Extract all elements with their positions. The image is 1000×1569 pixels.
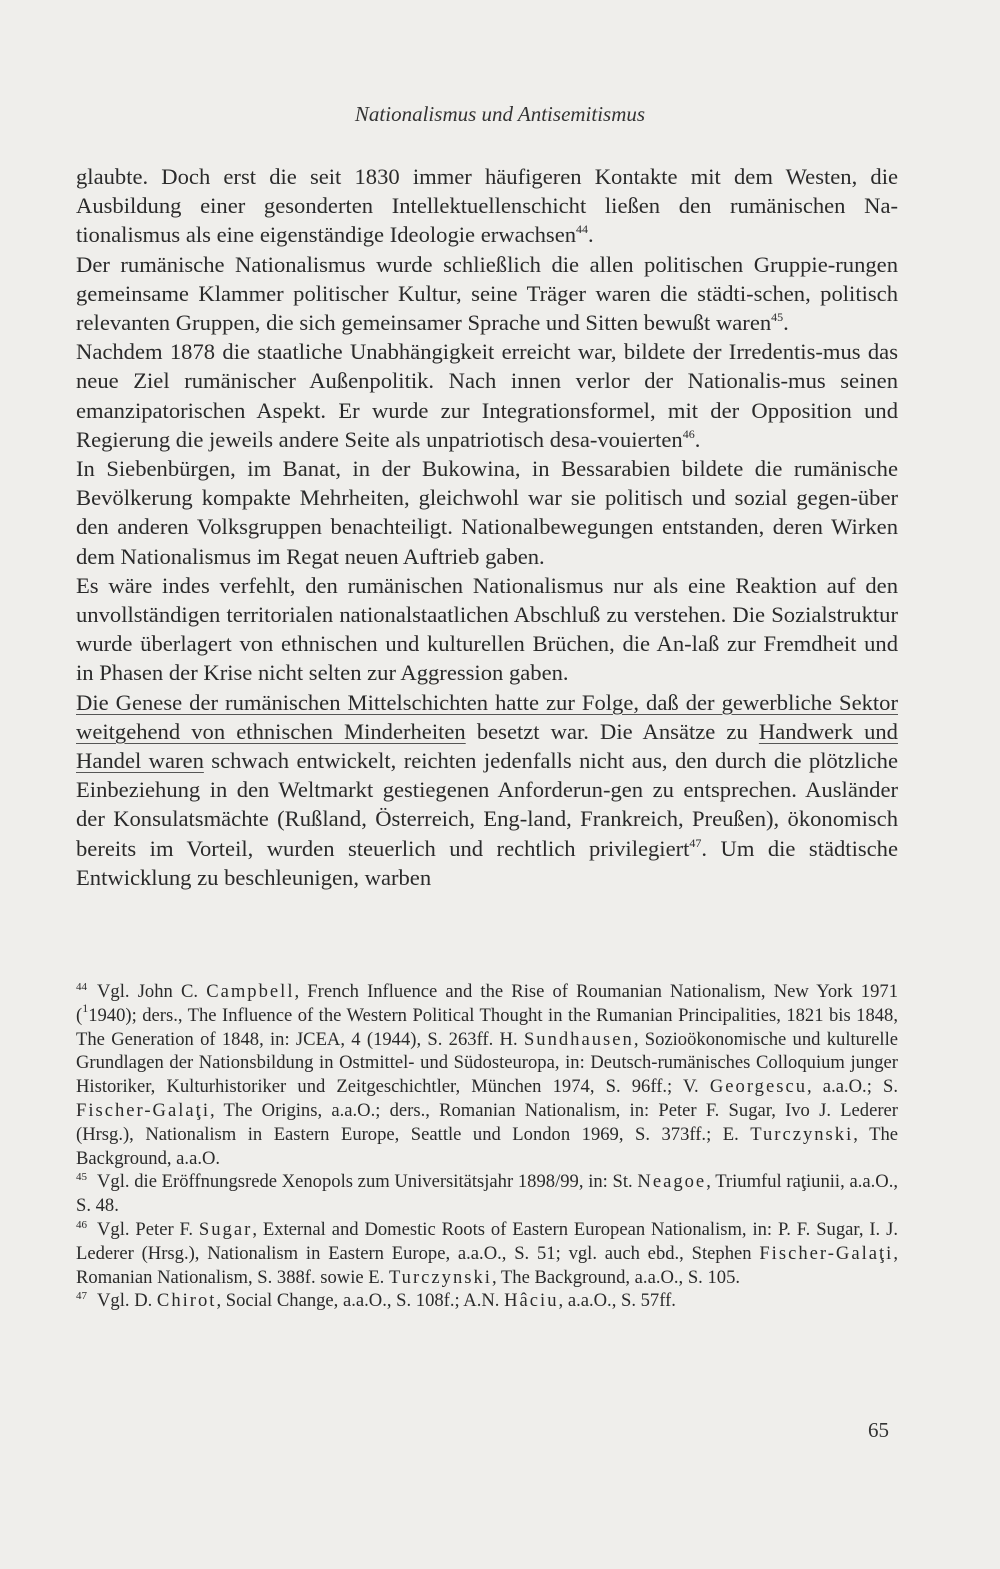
running-head: Nationalismus und Antisemitismus <box>354 102 646 126</box>
footnote-number: 47 <box>76 1290 87 1303</box>
paragraph-6: Die Genese der rumänischen Mittelschichten hatte zur Folge, daß der gewerbliche Sektor weitgehend von ethnischen Minderheiten besetzt war. Die Ansätze zu Handwerk und Handel waren schwach entwickelt, reichten jedenfalls nicht aus, den durch die plötzliche Einbeziehung in den Weltmarkt gestiegenen Anforderun-gen zu entsprechen. Ausländer der Konsulatsmächte (Rußland, Österreich, Eng-land, Frankreich, Preußen), ökonomisch bereits im Vorteil, wurden steuerlich und rechtlich privilegiert$^{47}$. Um die städtische Entwicklung zu beschleunigen, warben <box>76 689 898 890</box>
footnote-number: 45 <box>76 1171 87 1184</box>
paragraph-3: Nachdem 1878 die staatliche Unabhängigkeit erreicht war, bildete der Irredentis-mus das neue Ziel rumänischer Außenpolitik. Nach innen verlor der Nationalis-mus seinen emanzipatorischen Aspekt. Er wurde zur Integrationsformel, mit der Opposition und Regierung die jeweils andere Seite als unpatriotisch desa-vouierten$^{46}$. <box>76 339 898 452</box>
footnote-ref-44[interactable]: 44 <box>576 222 589 237</box>
paragraph-4: In Siebenbürgen, im Banat, in der Bukowina, in Bessarabien bildete die rumänische Bevölkerung kompakte Mehrheiten, gleichwohl war sie politisch und sozial gegen-über den anderen Volksgruppen benachteiligt. Nationalbewegungen entstanden, deren Wirken dem Nationalismus im Regat neuen Auftrieb gaben. <box>76 456 898 569</box>
footnote-ref-45[interactable]: 45 <box>771 310 784 325</box>
footnote-46: $^{46}$ Vgl. Peter F. Sugar, External and Domestic Roots of Eastern European Nationalism, in: P. F. Sugar, I. J. Lederer (Hrsg.), Nationalism in Eastern Europe, a.a.O., S. 51; vgl. auch ebd., Stephen Fischer-Galaţi, Romanian Nationalism, S. 388f. sowie E. Turczynski, The Background, a.a.O., S. 105. <box>76 1218 898 1288</box>
underlined-passage-1: Die Genese der rumänischen Mittelschichten hatte zur Folge, daß der gewerbliche Sektor weitgehend von ethnischen Minderheiten <box>76 689 898 744</box>
paragraph-2: Der rumänische Nationalismus wurde schließlich die allen politischen Gruppie-rungen gemeinsame Klammer politischer Kultur, seine Träger waren die städti-schen, politisch relevanten Gruppen, die sich gemeinsamer Sprache und Sitten bewußt waren$^{45}$. <box>76 251 898 336</box>
footnote-number: 44 <box>76 981 87 993</box>
footnote-44: $^{44}$ Vgl. John C. Campbell, French Influence and the Rise of Roumanian Nationalism, New York 1971 ($^1$1940); ders., The Influence of the Western Political Thought in the Rumanian Principalities, 1821 bis 1848, The Generation of 1848, in: JCEA, 4 (1944), S. 263ff. H. Sundhausen, Sozioökonomische und kulturelle Grundlagen der Nationsbildung in Ostmittel- und Südosteuropa, in: Deutsch-rumänisches Colloquium junger Historiker, Kulturhistoriker und Zeitgeschichtler, München 1974, S. 96ff.; V. Georgescu, a.a.O.; S. Fischer-Galaţi, The Origins, a.a.O.; ders., Romanian Nationalism, in: Peter F. Sugar, Ivo J. Lederer (Hrsg.), Nationalism in Eastern Europe, Seattle und London 1969, S. 373ff.; E. Turczynski, The Background, a.a.O. <box>76 981 898 1169</box>
footnote-47: $^{47}$ Vgl. D. Chirot, Social Change, a.a.O., S. 108f.; A.N. Hâciu, a.a.O., S. 57ff. <box>76 1290 676 1312</box>
footnote-ref-46[interactable]: 46 <box>682 426 695 441</box>
underlined-passage-2: Handwerk und Handel waren <box>76 718 898 774</box>
footnote-number: 46 <box>76 1218 87 1231</box>
main-text <box>76 162 898 892</box>
page-number: 65 <box>868 1418 889 1442</box>
paragraph-5: Es wäre indes verfehlt, den rumänischen Nationalismus nur als eine Reaktion auf den unvollständigen territorialen nationalstaatlichen Abschluß zu verstehen. Die Sozialstruktur wurde überlagert von ethnischen und kulturellen Brüchen, die An-laß zur Fremdheit und in Phasen der Krise nicht selten zur Aggression gaben. <box>76 572 898 686</box>
footnote-45: $^{45}$ Vgl. die Eröffnungsrede Xenopols zum Universitätsjahr 1898/99, in: St. Neagoe, Triumful raţiunii, a.a.O., S. 48. <box>76 1171 898 1217</box>
footnote-ref-47[interactable]: 47 <box>689 835 702 850</box>
footnotes <box>76 980 898 1313</box>
paragraph-1: glaubte. Doch erst die seit 1830 immer häufigeren Kontakte mit dem Westen, die Ausbildung einer gesonderten Intellektuellenschicht ließen den rumänischen Na-tionalismus als eine eigenständige Ideologie erwachsen$^{44}$. <box>76 164 898 248</box>
